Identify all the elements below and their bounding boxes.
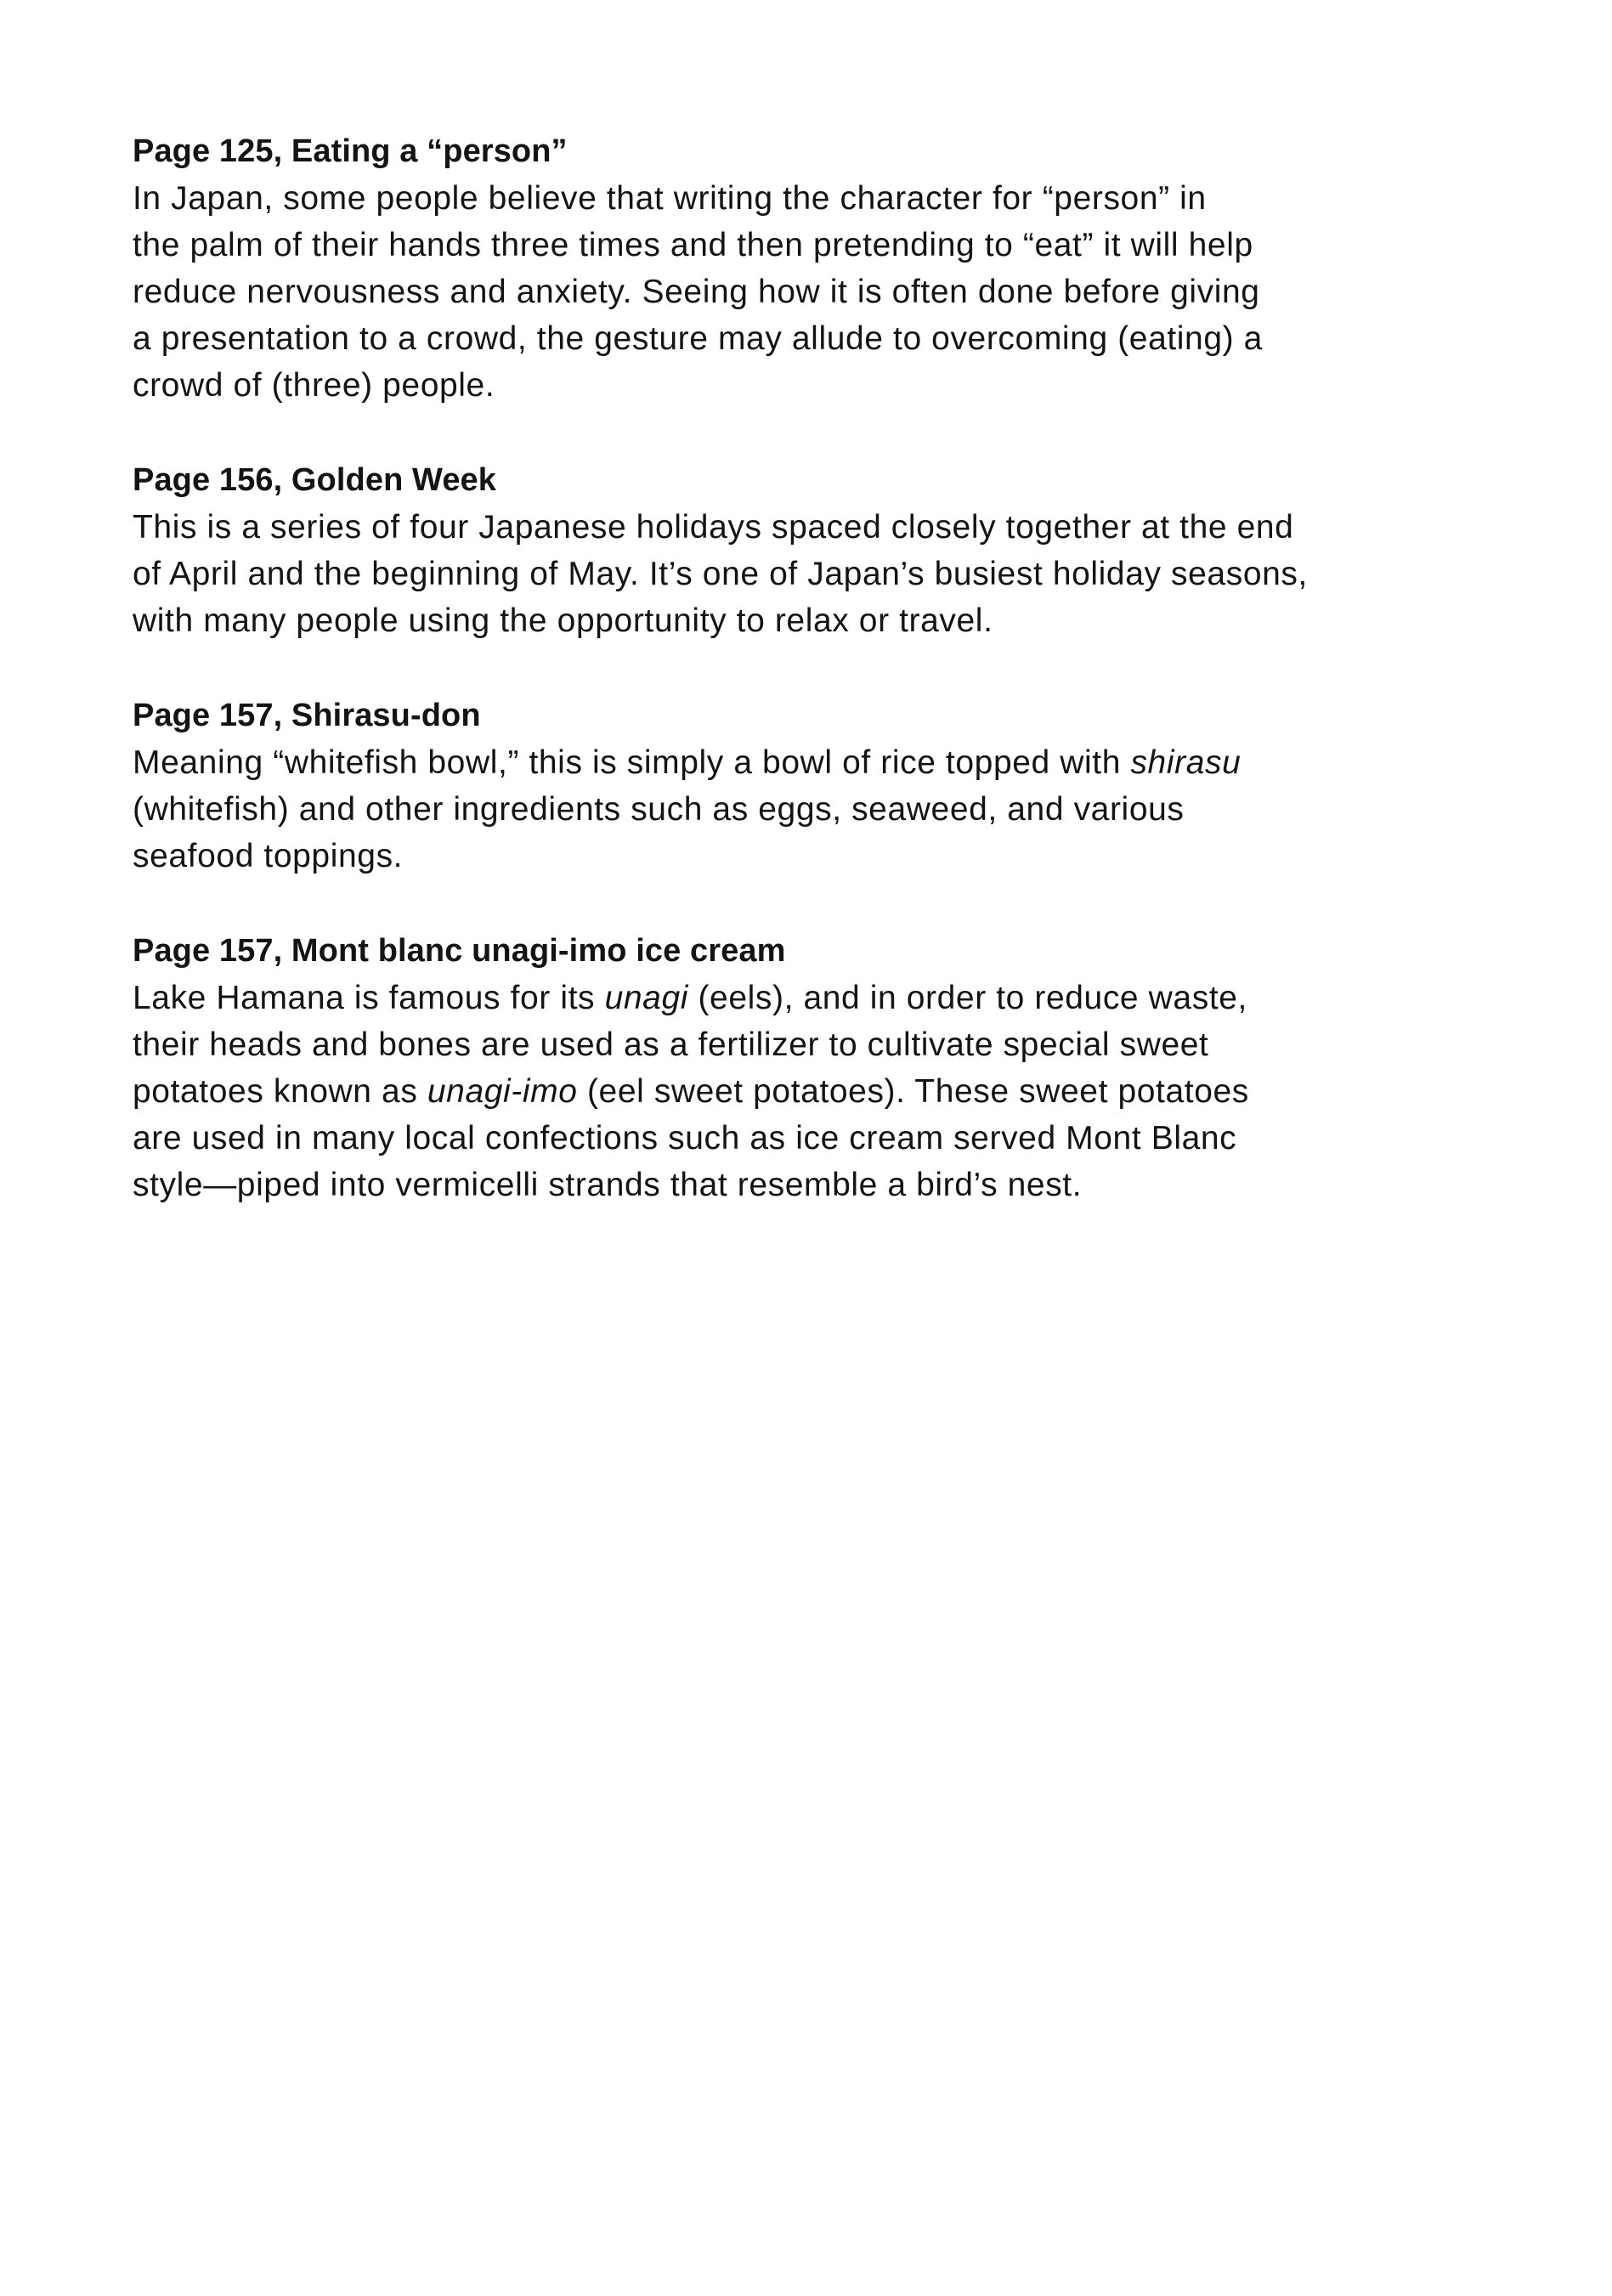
text-run: style—piped into vermicelli strands that resemble a bird’s nest.	[133, 1167, 1083, 1203]
body-line	[133, 269, 1492, 315]
text-run: their heads and bones are used as a fertilizer to cultivate special sweet	[133, 1026, 1209, 1063]
text-run: This is a series of four Japanese holidays spaced closely together at the end	[133, 509, 1294, 546]
text-run: a presentation to a crowd, the gesture may allude to overcoming (eating) a	[133, 320, 1263, 357]
text-run: seafood toppings.	[133, 838, 404, 874]
text-run: crowd of (three) people.	[133, 367, 495, 404]
note-title: Page 125, Eating a “person”	[133, 133, 568, 169]
note-title: Page 156, Golden Week	[133, 462, 497, 498]
text-run: potatoes known as	[133, 1073, 427, 1110]
body-line	[133, 739, 1492, 786]
notes-column	[133, 127, 1492, 1256]
text-run: reduce nervousness and anxiety. Seeing how it is often done before giving	[133, 274, 1260, 310]
note	[133, 127, 1492, 409]
text-run: (eels), and in order to reduce waste,	[688, 980, 1247, 1016]
text-run: (eel sweet potatoes). These sweet potatoes	[577, 1073, 1249, 1110]
body-line	[133, 597, 1492, 644]
note	[133, 927, 1492, 1208]
note	[133, 692, 1492, 879]
body-line	[133, 315, 1492, 362]
body-line	[133, 551, 1492, 597]
text-run: Lake Hamana is famous for its	[133, 980, 605, 1016]
italic-term: unagi	[604, 980, 689, 1016]
note-body	[133, 739, 1492, 879]
body-line	[133, 1068, 1492, 1115]
note	[133, 456, 1492, 644]
note-body	[133, 175, 1492, 409]
text-run: with many people using the opportunity to relax or travel.	[133, 602, 993, 639]
italic-term: unagi-imo	[427, 1073, 578, 1110]
text-run: the palm of their hands three times and then pretending to “eat” it will help	[133, 227, 1253, 263]
italic-term: shirasu	[1130, 744, 1242, 781]
text-run: are used in many local confections such as ice cream served Mont Blanc	[133, 1120, 1237, 1156]
note-body	[133, 504, 1492, 644]
note-title: Page 157, Mont blanc unagi-imo ice cream	[133, 933, 786, 969]
body-line	[133, 504, 1492, 551]
body-line	[133, 222, 1492, 269]
text-run: (whitefish) and other ingredients such as eggs, seaweed, and various	[133, 791, 1185, 828]
body-line	[133, 833, 1492, 879]
body-line	[133, 1162, 1492, 1208]
text-run: Meaning “whitefish bowl,” this is simply a bowl of rice topped with	[133, 744, 1131, 781]
body-line	[133, 362, 1492, 409]
text-run: In Japan, some people believe that writing the character for “person” in	[133, 180, 1207, 217]
body-line	[133, 1021, 1492, 1068]
body-line	[133, 975, 1492, 1021]
text-run: of April and the beginning of May. It’s one of Japan’s busiest holiday seasons,	[133, 556, 1308, 592]
body-line	[133, 175, 1492, 222]
body-line	[133, 1115, 1492, 1162]
body-line	[133, 786, 1492, 833]
note-title: Page 157, Shirasu-don	[133, 698, 481, 733]
note-body	[133, 975, 1492, 1208]
